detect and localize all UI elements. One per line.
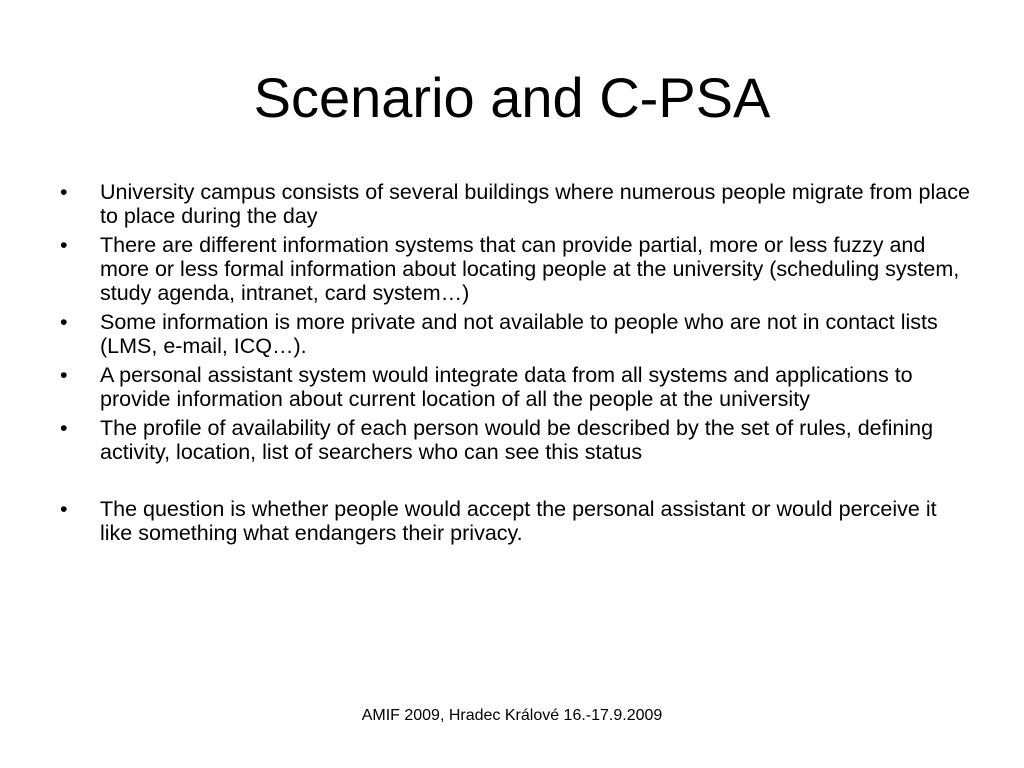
bullet-text: The question is whether people would accept the personal assistant or would perceive it like something what endangers their privacy. — [100, 497, 937, 545]
bullet-text: Some information is more private and not available to people who are not in contact lists (LMS, e-mail, ICQ…). — [100, 310, 938, 358]
bullet-list — [60, 180, 970, 550]
bullet-marker: • — [60, 416, 68, 440]
bullet-marker: • — [60, 180, 68, 204]
bullet-item — [60, 363, 970, 411]
bullet-marker: • — [60, 363, 68, 387]
bullet-text: There are different information systems that can provide partial, more or less fuzzy and more or less formal information about locating people at the university (scheduling system, study agenda, intranet, card system…) — [100, 233, 960, 305]
bullet-item — [60, 180, 970, 228]
bullet-marker: • — [60, 310, 68, 334]
bullet-text: University campus consists of several buildings where numerous people migrate from place to place during the day — [100, 180, 970, 228]
bullet-item — [60, 497, 970, 545]
bullet-marker: • — [60, 497, 68, 521]
bullet-text: The profile of availability of each person would be described by the set of rules, defining activity, location, list of searchers who can see this status — [100, 416, 934, 464]
bullet-item — [60, 416, 970, 464]
bullet-item — [60, 310, 970, 358]
bullet-item — [60, 233, 970, 305]
bullet-text: A personal assistant system would integrate data from all systems and applications to provide information about current location of all the people at the university — [100, 363, 913, 411]
bullet-marker: • — [60, 233, 68, 257]
slide-footer: AMIF 2009, Hradec Králové 16.-17.9.2009 — [361, 707, 663, 724]
slide-title: Scenario and C-PSA — [253, 66, 771, 129]
